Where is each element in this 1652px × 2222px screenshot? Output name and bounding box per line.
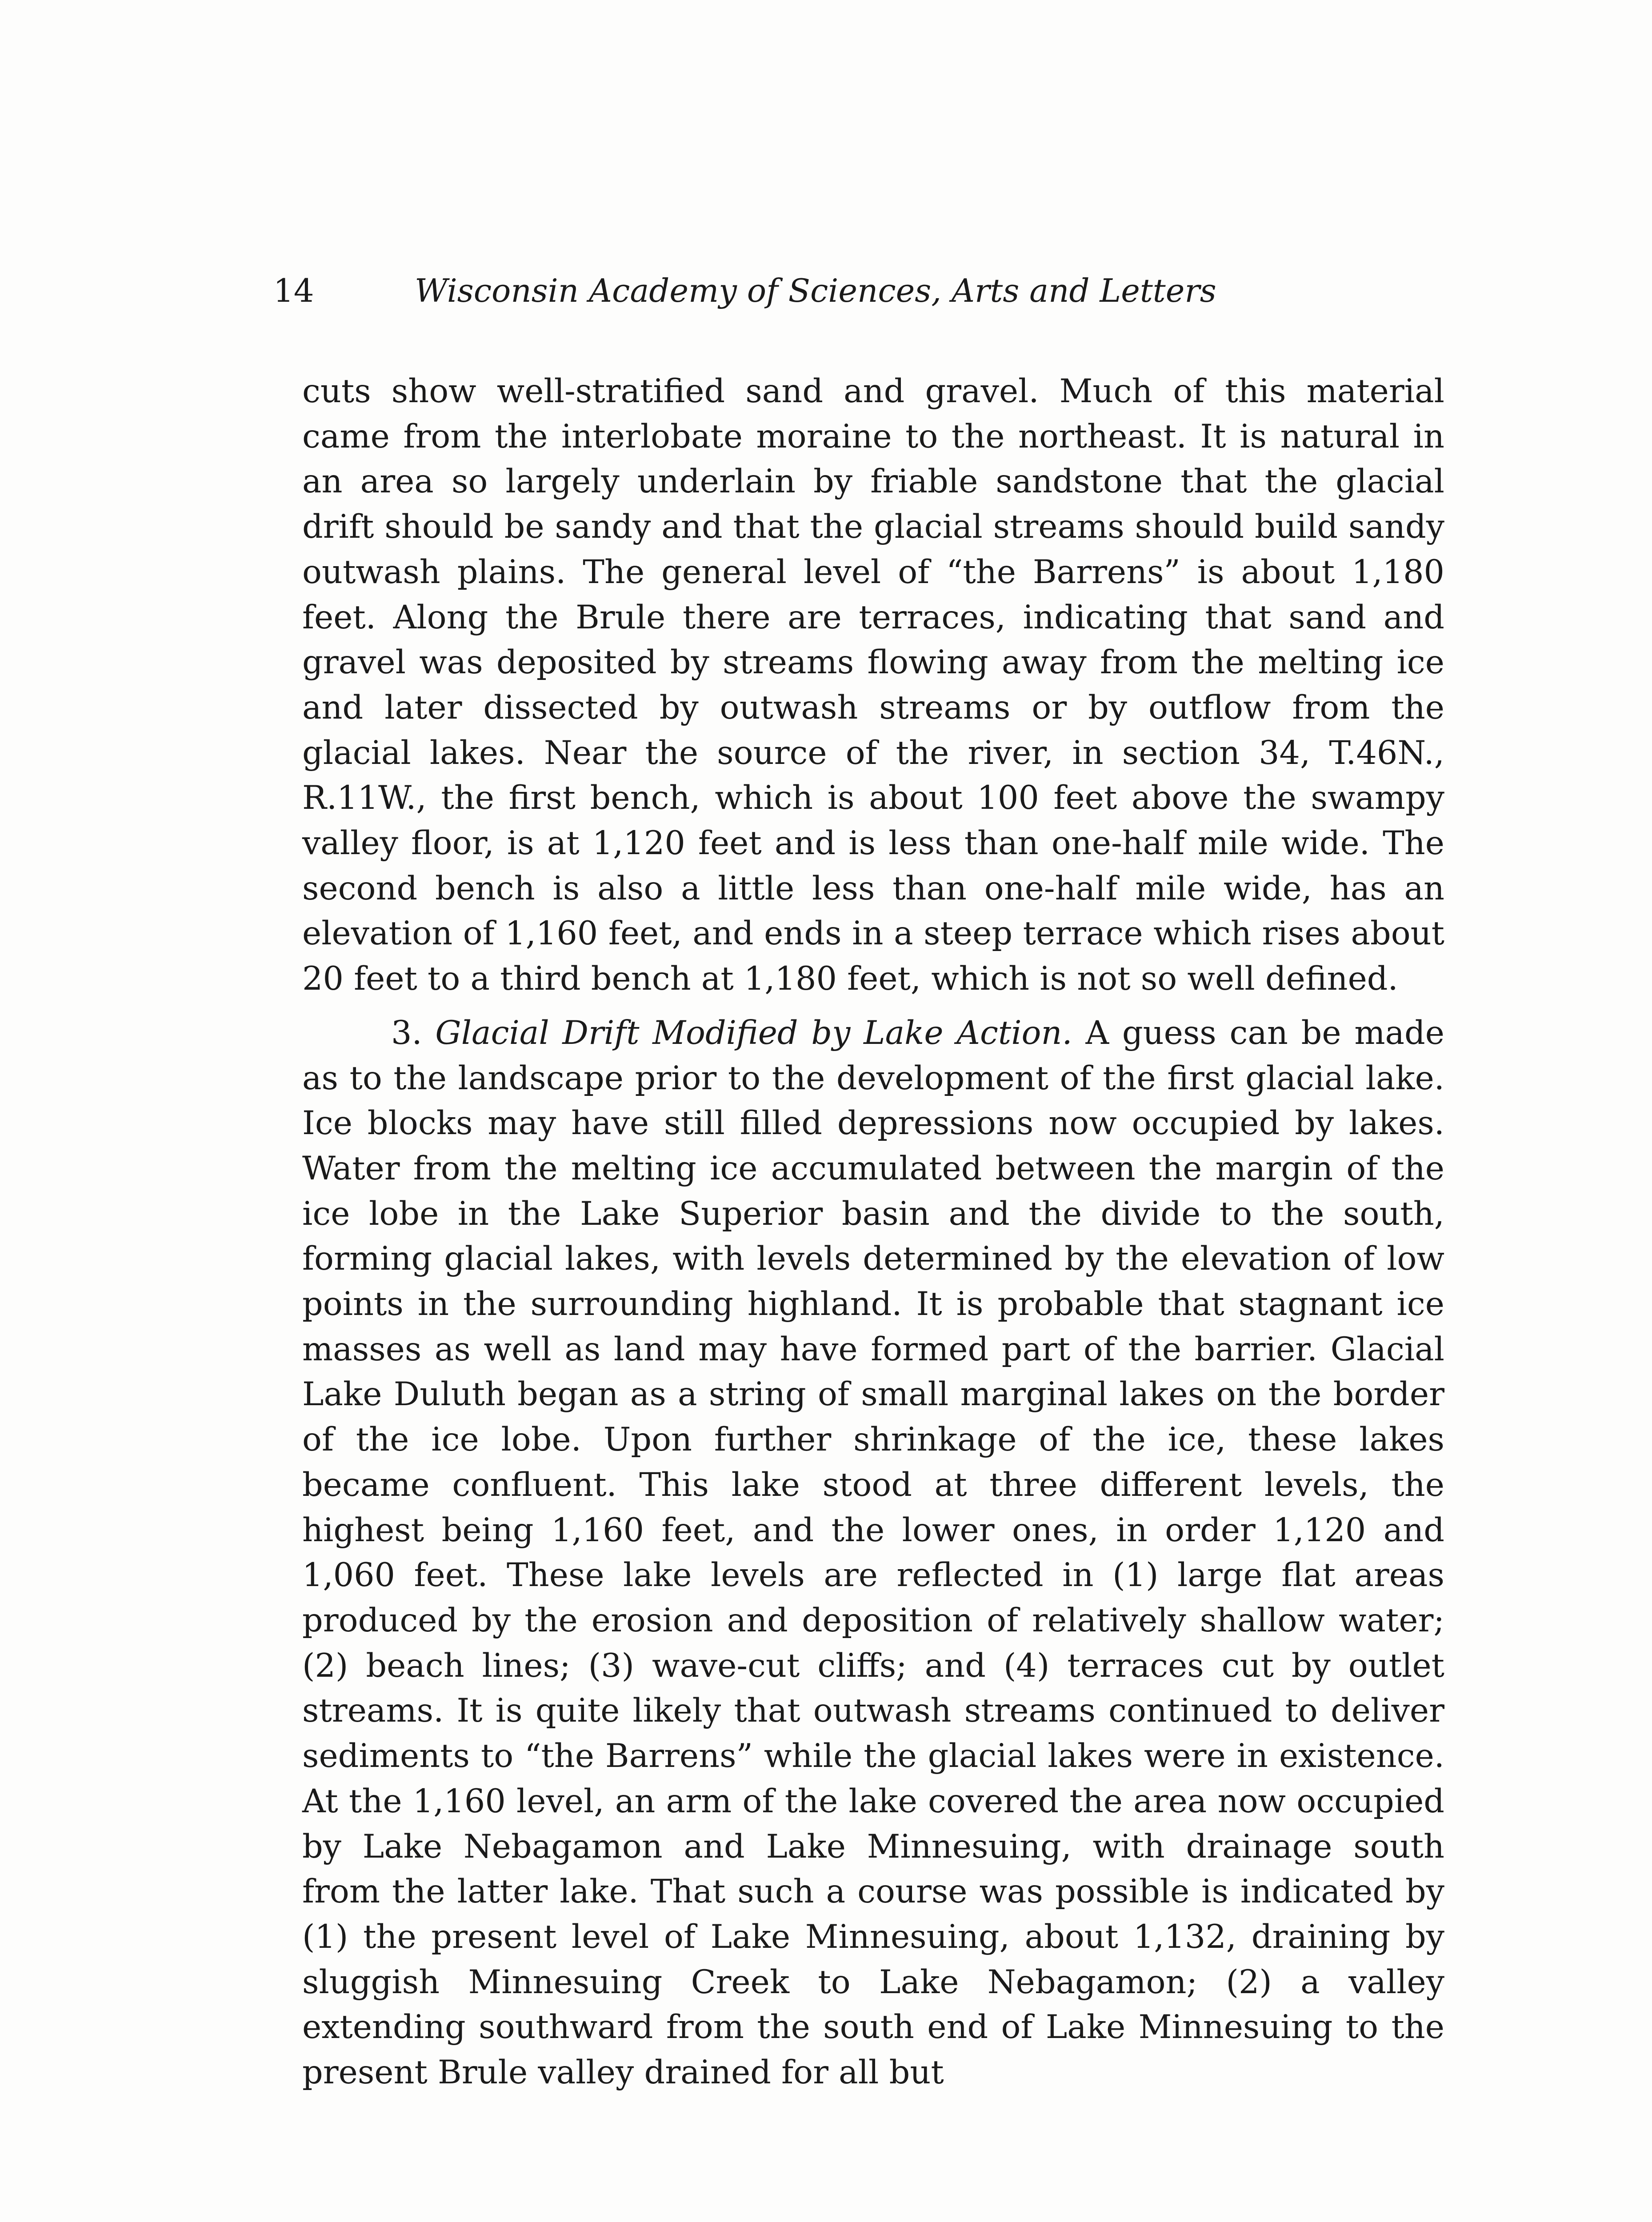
running-title: Wisconsin Academy of Sciences, Arts and Letters — [415, 272, 1216, 309]
section-heading: Glacial Drift Modified by Lake Action. — [435, 1014, 1072, 1052]
paragraph-barrens — [302, 369, 1444, 1002]
paragraph-text: A guess can be made as to the landscape prior to the development of the first glacial lake. Ice blocks may have still filled depressions now occupied by lakes. Water from the melting ice accumulated between the margin of the ice lobe in the Lake Superior basin and the divide to the south, forming glacial lakes, with levels determined by the elevation of low points in the surrounding highland. It is probable that stagnant ice masses as well as land may have formed part of the barrier. Glacial Lake Duluth began as a string of small marginal lakes on the border of the ice lobe. Upon further shrinkage of the ice, these lakes became confluent. This lake stood at three different levels, the highest being 1,160 feet, and the lower ones, in order 1,120 and 1,060 feet. These lake levels are reflected in (1) large flat areas produced by the erosion and deposition of relatively shallow water; (2) beach lines; (3) wave-cut cliffs; and (4) terraces cut by outlet streams. It is quite likely that outwash streams continued to deliver sediments to “the Barrens” while the glacial lakes were in existence. At the 1,160 level, an arm of the lake covered the area now occupied by Lake Nebagamon and Lake Minnesuing, with drainage south from the latter lake. That such a course was possible is indicated by (1) the present level of Lake Minnesuing, about 1,132, draining by sluggish Minnesuing Creek to Lake Nebagamon; (2) a valley extending southward from the south end of Lake Minnesuing to the present Brule valley drained for all but — [302, 1014, 1444, 2092]
page-number: 14 — [273, 272, 314, 309]
paragraph-text: cuts show well-stratified sand and gravel. Much of this material came from the interlobate moraine to the northeast. It is natural in an area so largely underlain by friable sandstone that the glacial drift should be sandy and that the glacial streams should build sandy outwash plains. The general level of “the Barrens” is about 1,180 feet. Along the Brule there are terraces, indicating that sand and gravel was deposited by streams flowing away from the melting ice and later dissected by outwash streams or by outflow from the glacial lakes. Near the source of the river, in section 34, T.46N., R.11W., the first bench, which is about 100 feet above the swampy valley floor, is at 1,120 feet and is less than one-half mile wide. The second bench is also a little less than one-half mile wide, has an elevation of 1,160 feet, and ends in a steep terrace which rises about 20 feet to a third bench at 1,180 feet, which is not so well defined. — [302, 372, 1444, 998]
running-header — [273, 272, 1349, 325]
body-text — [302, 369, 1444, 2095]
section-number: 3. — [391, 1014, 422, 1052]
paragraph-lake-action — [302, 1011, 1444, 2095]
